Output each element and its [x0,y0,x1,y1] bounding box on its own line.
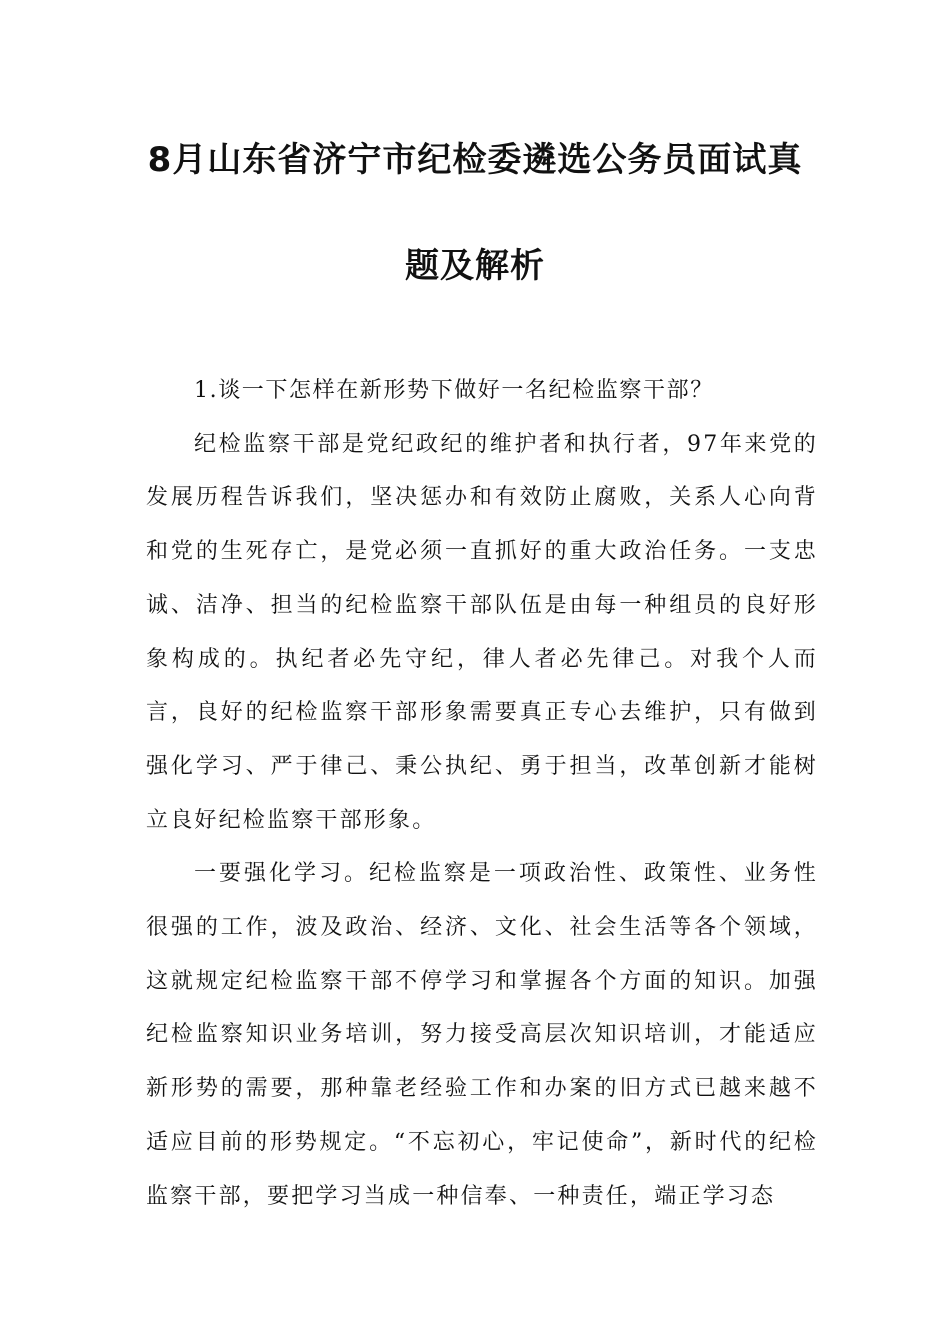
paragraph-study: 一要强化学习。纪检监察是一项政治性、政策性、业务性很强的工作，波及政治、经济、文化、社会生活等各个领域，这就规定纪检监察干部不停学习和掌握各个方面的知识。加强纪检监察知识业务培训，努力接受高层次知识培训，才能适应新形势的需要，那种靠老经验工作和办案的旧方式已越来越不适应目前的形势规定。“不忘初心，牢记使命”，新时代的纪检监察干部，要把学习当成一种信奉、一种责任，端正学习态 [146,861,818,1209]
document-title-line-1: 8月山东省济宁市纪检委遴选公务员面试真 [147,140,803,180]
question-heading: 1.谈一下怎样在新形势下做好一名纪检监察干部？ [194,378,714,403]
paragraph-intro: 纪检监察干部是党纪政纪的维护者和执行者，97年来党的发展历程告诉我们，坚决惩办和有效防止腐败，关系人心向背和党的生死存亡，是党必须一直抓好的重大政治任务。一支忠诚、洁净、担当的纪检监察干部队伍是由每一种组员的良好形象构成的。执纪者必先守纪，律人者必先律己。对我个人而言，良好的纪检监察干部形象需要真正专心去维护，只有做到强化学习、严于律己、秉公执纪、勇于担当，改革创新才能树立良好纪检监察干部形象。 [146,431,818,833]
document-body [146,364,818,1223]
document-title-line-2: 题及解析 [405,246,545,286]
